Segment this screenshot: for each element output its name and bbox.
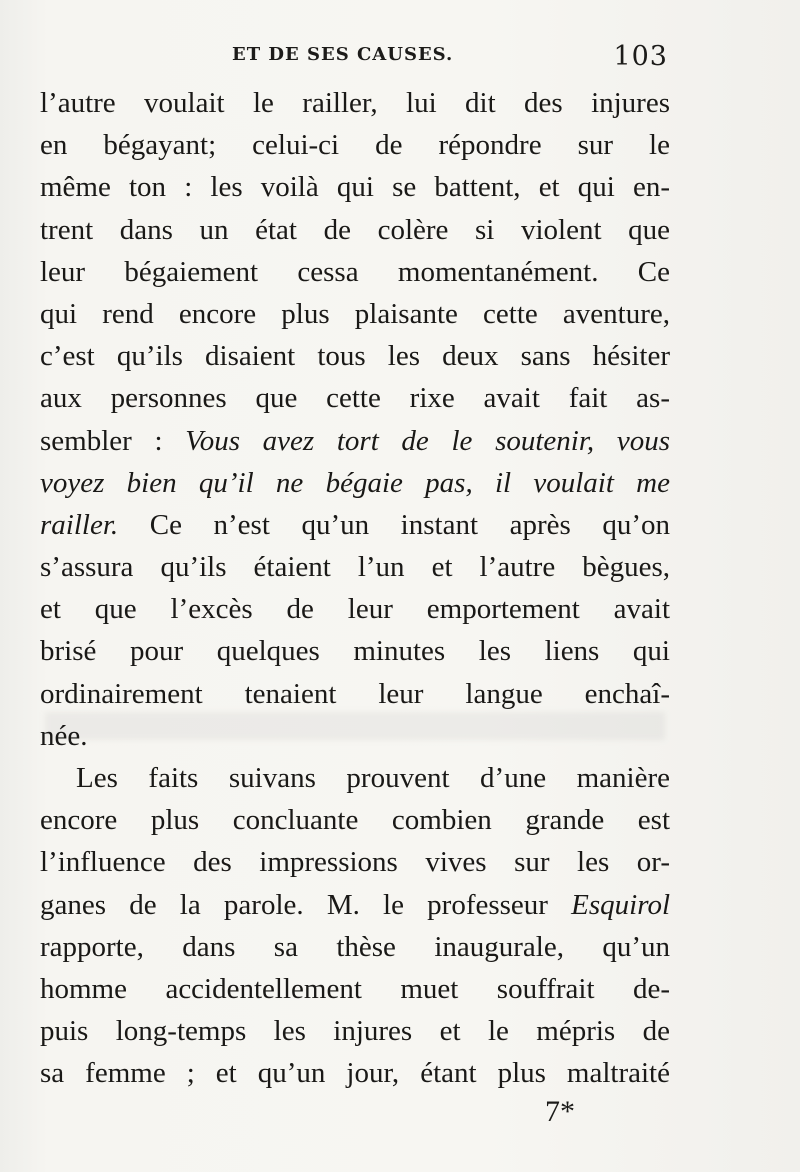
text-line-2: en bégayant; celui-ci de répondre sur le	[40, 129, 670, 162]
text-line-11-suffix: Ce n’est qu’un instant après qu’on	[118, 508, 670, 541]
body-text	[40, 82, 670, 1095]
text-line-21: rapporte, dans sa thèse inaugurale, qu’un	[40, 930, 670, 963]
text-line-15: ordinairement tenaient leur langue enchaî-	[40, 677, 670, 710]
text-line-13: et que l’excès de leur emportement avait	[40, 593, 670, 626]
text-line-17: Les faits suivans prouvent d’une manière	[76, 762, 670, 794]
text-line-3: même ton : les voilà qui se battent, et qui en-	[40, 171, 670, 204]
text-line-19: l’influence des impressions vives sur les or-	[40, 846, 670, 879]
text-line-9	[40, 420, 670, 462]
text-line-24: sa femme ; et qu’un jour, étant plus maltraité	[40, 1057, 670, 1090]
signature-mark: 7*	[545, 1095, 575, 1128]
text-line-7: c’est qu’ils disaient tous les deux sans hésiter	[40, 340, 670, 373]
text-line-6: qui rend encore plus plaisante cette aventure,	[40, 297, 670, 330]
page-number: 103	[613, 41, 668, 72]
text-line-22: homme accidentellement muet souffrait de-	[40, 972, 670, 1005]
text-line-20	[40, 884, 670, 926]
text-line-16: née.	[40, 719, 88, 752]
running-head: ET DE SES CAUSES.	[232, 44, 454, 65]
text-line-9-prefix: sembler :	[40, 424, 186, 457]
text-line-14: brisé pour quelques minutes les liens qui	[40, 635, 670, 668]
page-header	[40, 41, 668, 84]
quoted-speech-end: railler.	[40, 508, 119, 541]
text-line-23: puis long-temps les injures et le mépris de	[40, 1015, 670, 1048]
text-line-1: l’autre voulait le railler, lui dit des injures	[40, 87, 670, 119]
text-line-11	[40, 504, 670, 546]
author-name-esquirol: Esquirol	[571, 888, 670, 921]
text-line-8: aux personnes que cette rixe avait fait as-	[40, 382, 670, 415]
text-line-20-prefix: ganes de la parole. M. le professeur	[40, 888, 572, 921]
quoted-speech-middle: voyez bien qu’il ne bégaie pas, il voulait me	[40, 466, 670, 499]
quoted-speech-start: Vous avez tort de le soutenir, vous	[185, 424, 670, 457]
text-line-5: leur bégaiement cessa momentanément. Ce	[40, 255, 670, 288]
text-line-12: s’assura qu’ils étaient l’un et l’autre bègues,	[40, 551, 670, 584]
text-line-10	[40, 462, 670, 504]
text-line-4: trent dans un état de colère si violent que	[40, 213, 670, 246]
text-line-18: encore plus concluante combien grande est	[40, 804, 670, 837]
